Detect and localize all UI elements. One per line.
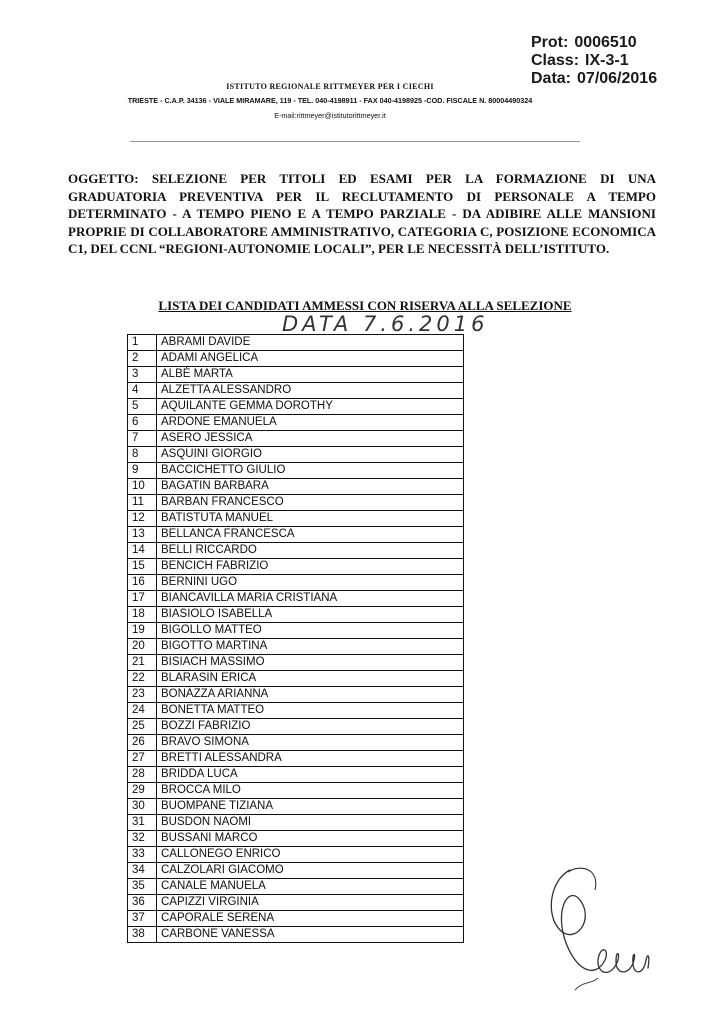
candidate-name: BRETTI ALESSANDRA [157, 751, 464, 767]
candidate-name: BROCCA MILO [157, 783, 464, 799]
table-row [128, 351, 464, 367]
candidate-name: BIGOTTO MARTINA [157, 639, 464, 655]
candidate-number: 8 [128, 447, 157, 463]
table-row [128, 559, 464, 575]
candidate-name: BRIDDA LUCA [157, 767, 464, 783]
table-row [128, 623, 464, 639]
signature-image [540, 860, 660, 1000]
table-row [128, 687, 464, 703]
candidate-name: CAPORALE SERENA [157, 911, 464, 927]
candidate-name: BAGATIN BARBARA [157, 479, 464, 495]
candidate-name: BIGOLLO MATTEO [157, 623, 464, 639]
table-row [128, 799, 464, 815]
table-row [128, 415, 464, 431]
candidate-number: 38 [128, 927, 157, 943]
candidate-name: ASQUINI GIORGIO [157, 447, 464, 463]
table-row [128, 495, 464, 511]
candidate-number: 37 [128, 911, 157, 927]
candidate-number: 6 [128, 415, 157, 431]
institute-name: ISTITUTO REGIONALE RITTMEYER PER I CIECHI [226, 82, 434, 91]
candidate-number: 29 [128, 783, 157, 799]
candidate-name: CAPIZZI VIRGINIA [157, 895, 464, 911]
candidate-name: BONAZZA ARIANNA [157, 687, 464, 703]
candidate-name: BUOMPANE TIZIANA [157, 799, 464, 815]
candidate-number: 24 [128, 703, 157, 719]
candidate-number: 14 [128, 543, 157, 559]
candidate-number: 32 [128, 831, 157, 847]
candidate-number: 9 [128, 463, 157, 479]
candidate-number: 20 [128, 639, 157, 655]
table-row [128, 607, 464, 623]
candidate-name: ASERO JESSICA [157, 431, 464, 447]
candidate-number: 34 [128, 863, 157, 879]
table-row [128, 671, 464, 687]
candidate-name: BUSSANI MARCO [157, 831, 464, 847]
candidate-name: BISIACH MASSIMO [157, 655, 464, 671]
candidates-table [127, 334, 464, 943]
candidate-name: CALZOLARI GIACOMO [157, 863, 464, 879]
candidate-number: 30 [128, 799, 157, 815]
candidate-number: 5 [128, 399, 157, 415]
table-row [128, 815, 464, 831]
candidate-number: 25 [128, 719, 157, 735]
table-row [128, 575, 464, 591]
candidate-name: AQUILANTE GEMMA DOROTHY [157, 399, 464, 415]
table-row [128, 751, 464, 767]
candidate-name: ALBÈ MARTA [157, 367, 464, 383]
candidate-number: 19 [128, 623, 157, 639]
candidate-name: BONETTA MATTEO [157, 703, 464, 719]
table-row [128, 735, 464, 751]
candidate-name: BARBAN FRANCESCO [157, 495, 464, 511]
candidate-number: 10 [128, 479, 157, 495]
candidate-number: 18 [128, 607, 157, 623]
candidate-number: 7 [128, 431, 157, 447]
table-row [128, 911, 464, 927]
candidate-number: 11 [128, 495, 157, 511]
candidate-number: 28 [128, 767, 157, 783]
candidate-name: ABRAMI DAVIDE [157, 335, 464, 351]
table-row [128, 655, 464, 671]
institute-address: TRIESTE - C.A.P. 34136 - VIALE MIRAMARE, 119 - TEL. 040-4198911 - FAX 040-4198925 -COD. FISCALE N. 80004490324 [127, 96, 533, 105]
candidate-number: 22 [128, 671, 157, 687]
candidate-number: 13 [128, 527, 157, 543]
table-row [128, 847, 464, 863]
table-row [128, 591, 464, 607]
table-row [128, 335, 464, 351]
table-row [128, 367, 464, 383]
table-row [128, 863, 464, 879]
candidate-number: 21 [128, 655, 157, 671]
table-row [128, 543, 464, 559]
table-row [128, 527, 464, 543]
table-row [128, 511, 464, 527]
candidate-number: 36 [128, 895, 157, 911]
table-row [128, 831, 464, 847]
table-row [128, 703, 464, 719]
candidate-name: BERNINI UGO [157, 575, 464, 591]
candidate-number: 31 [128, 815, 157, 831]
subject-paragraph: OGGETTO: SELEZIONE PER TITOLI ED ESAMI PER LA FORMAZIONE DI UNA GRADUATORIA PREVENTIVA PER IL RECLUTAMENTO DI PERSONALE A TEMPO DETERMINATO - A TEMPO PIENO E A TEMPO PARZIALE - DA ADIBIRE ALLE MANSIONI PROPRIE DI COLLABORATORE AMMINISTRATIVO, CATEGORIA C, POSIZIONE ECONOMICA C1, DEL CCNL “REGIONI-AUTONOMIE LOCALI”, PER LE NECESSITÀ DELL’ISTITUTO. [68, 171, 656, 256]
protocol-date: Data: 07/06/2016 [531, 70, 658, 87]
table-row [128, 767, 464, 783]
candidate-number: 12 [128, 511, 157, 527]
table-row [128, 639, 464, 655]
candidate-number: 35 [128, 879, 157, 895]
table-row [128, 719, 464, 735]
candidate-name: CALLONEGO ENRICO [157, 847, 464, 863]
candidate-name: BOZZI FABRIZIO [157, 719, 464, 735]
handwritten-date: DATA 7.6.2016 [282, 312, 489, 336]
candidate-name: BRAVO SIMONA [157, 735, 464, 751]
candidate-name: ALZETTA ALESSANDRO [157, 383, 464, 399]
candidate-name: BELLI RICCARDO [157, 543, 464, 559]
candidate-name: CARBONE VANESSA [157, 927, 464, 943]
protocol-number: Prot: 0006510 [531, 34, 637, 51]
letterhead [120, 80, 540, 120]
table-row [128, 463, 464, 479]
candidate-number: 33 [128, 847, 157, 863]
table-row [128, 479, 464, 495]
table-row [128, 927, 464, 943]
candidate-name: BIASIOLO ISABELLA [157, 607, 464, 623]
candidate-number: 1 [128, 335, 157, 351]
table-row [128, 399, 464, 415]
institute-email: E-mail:rittmeyer@istitutorittmeyer.it [274, 111, 386, 120]
table-row [128, 879, 464, 895]
letterhead-divider [130, 141, 580, 142]
list-title: LISTA DEI CANDIDATI AMMESSI CON RISERVA ALLA SELEZIONE [158, 298, 572, 313]
candidate-number: 17 [128, 591, 157, 607]
candidate-name: BLARASIN ERICA [157, 671, 464, 687]
candidate-name: ARDONE EMANUELA [157, 415, 464, 431]
candidate-name: BELLANCA FRANCESCA [157, 527, 464, 543]
table-row [128, 895, 464, 911]
table-row [128, 383, 464, 399]
candidate-number: 27 [128, 751, 157, 767]
candidate-name: BUSDON NAOMI [157, 815, 464, 831]
candidate-name: ADAMI ANGELICA [157, 351, 464, 367]
table-row [128, 431, 464, 447]
candidate-name: CANALE MANUELA [157, 879, 464, 895]
candidate-number: 26 [128, 735, 157, 751]
table-row [128, 447, 464, 463]
candidate-name: BIANCAVILLA MARIA CRISTIANA [157, 591, 464, 607]
candidate-name: BATISTUTA MANUEL [157, 511, 464, 527]
candidates-table-body [128, 335, 464, 943]
candidate-name: BENCICH FABRIZIO [157, 559, 464, 575]
candidate-name: BACCICHETTO GIULIO [157, 463, 464, 479]
candidate-number: 15 [128, 559, 157, 575]
candidate-number: 16 [128, 575, 157, 591]
candidate-number: 23 [128, 687, 157, 703]
candidate-number: 4 [128, 383, 157, 399]
candidate-number: 2 [128, 351, 157, 367]
protocol-class: Class: IX-3-1 [531, 52, 629, 69]
protocol-stamp [531, 34, 657, 88]
candidate-number: 3 [128, 367, 157, 383]
table-row [128, 783, 464, 799]
